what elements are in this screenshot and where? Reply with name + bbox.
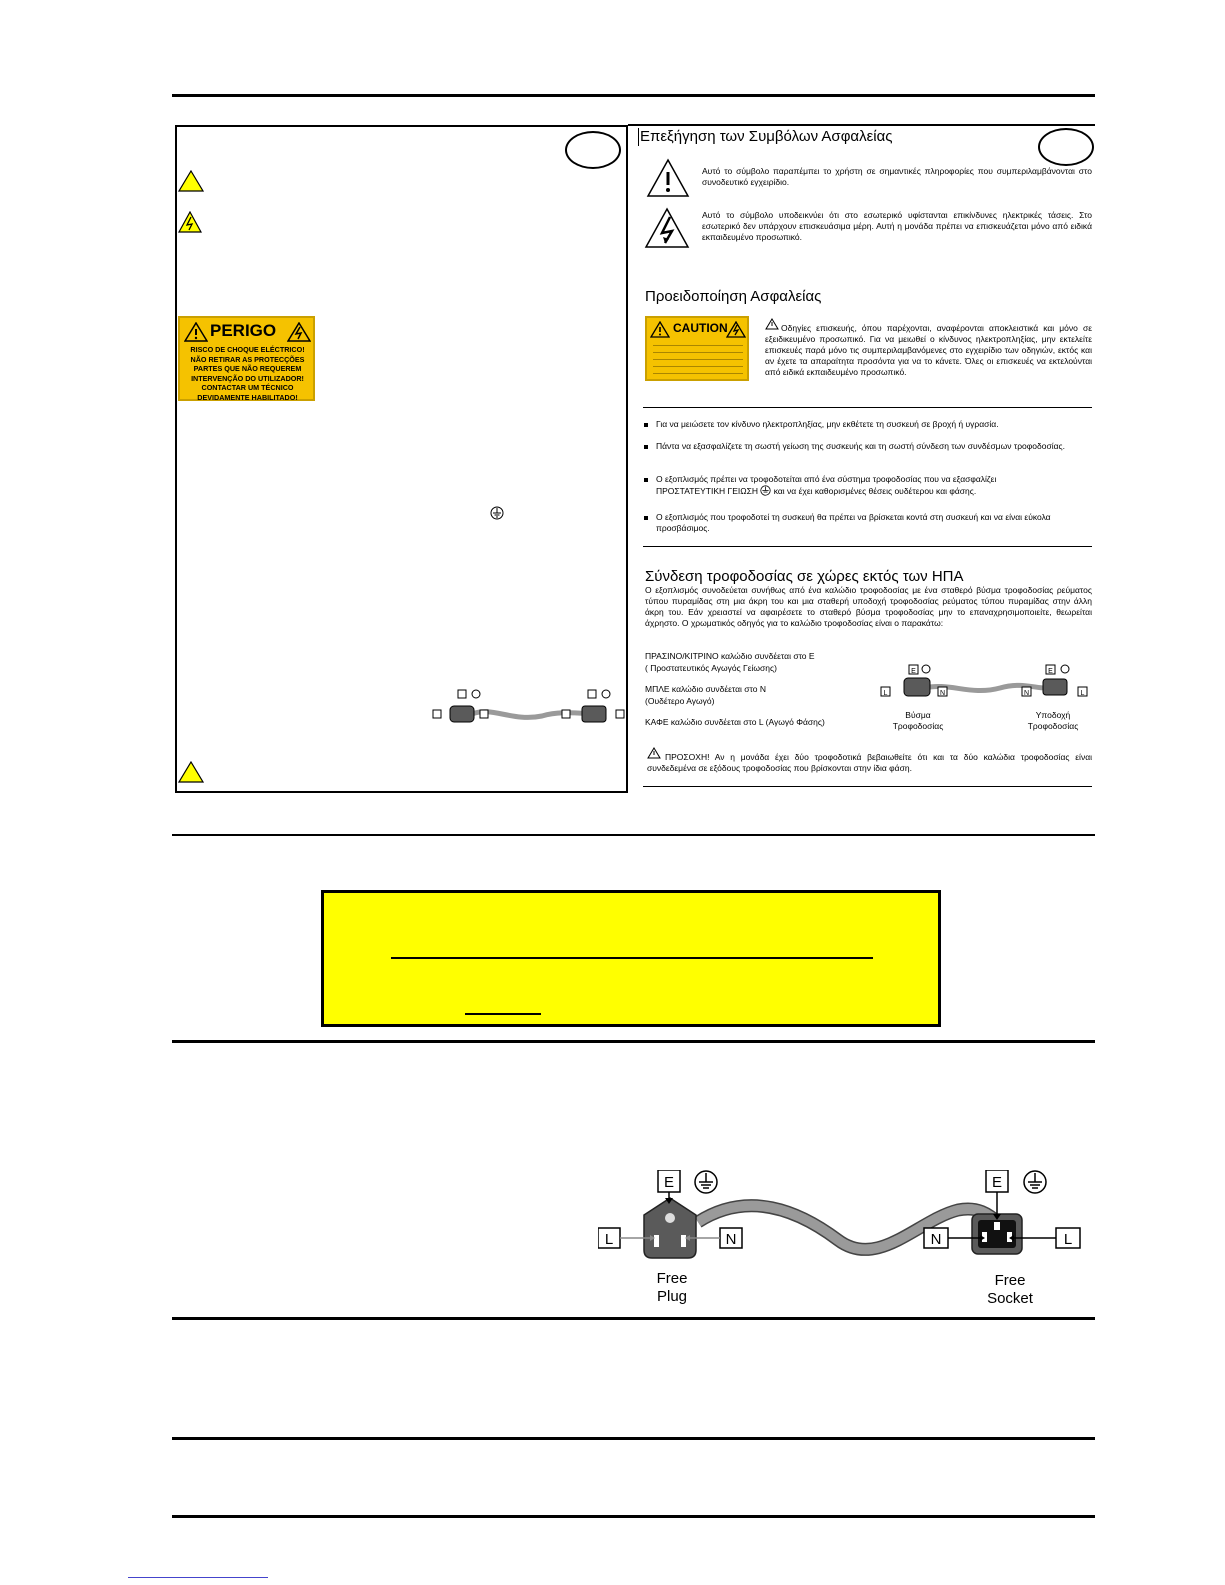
lightning-triangle-icon xyxy=(644,207,690,249)
perigo-sign xyxy=(178,316,315,401)
green-wire-text: ΠΡΑΣΙΝΟ/ΚΙΤΡΙΝΟ καλώδιο συνδέεται στο Ε xyxy=(645,651,815,661)
plug-n-label: N xyxy=(725,1231,737,1248)
rule-bottom xyxy=(172,1515,1095,1518)
footer-link-underline[interactable] xyxy=(128,1577,268,1578)
language-circle-left xyxy=(565,131,621,169)
perigo-title: PERIGO xyxy=(210,321,277,340)
socket-earth-icon xyxy=(1024,1171,1046,1193)
caution-bolt-icon xyxy=(726,321,746,338)
perigo-bolt-icon xyxy=(287,322,311,342)
bullet-grounding: Πάντα να εξασφαλίζετε τη σωστή γείωση της συσκευής και τη σωστή σύνδεση των συνδέσμων τροφοδοσίας. xyxy=(644,441,1104,452)
svg-text:E: E xyxy=(911,668,916,675)
bullet3-earth-label: ΠΡΟΣΤΑΤΕΥΤΙΚΗ ΓΕΙΩΣΗ xyxy=(656,486,758,496)
warning-text: Οδηγίες επισκευής, όπου παρέχονται, αναφέρονται αποκλειστικά και μόνο σε εξειδικευμένο προσωπικό. Για να μειωθεί ο κίνδυνος ηλεκτροπληξίας, μην εκτελείτε επισκευές παρά μόνο τις συμπεριλαμβανόμενες στο εγχειρίδιο των οδηγιών, εκτός και αν έχετε τα απαραίτητα προσόντα για να το κάνετε. Όλες οι επισκευές να εκτελούνται από ειδικά εκπαιδευμένο προσωπικό. xyxy=(765,323,1092,377)
small-power-cable-diagram-left xyxy=(432,686,628,734)
perigo-text: RISCO DE CHOQUE ELÉCTRICO! NÃO RETIRAR AS PROTECÇÕES PARTES QUE NÃO REQUEREM INTERVENÇÃO DO UTILIZADOR! CONTACTAR UM TÉCNICO DEVIDAMENTE HABILITADO! xyxy=(190,345,305,402)
blue-wire-sub: (Ουδέτερο Αγωγό) xyxy=(645,696,715,706)
rule-right-2 xyxy=(643,546,1092,547)
rule-section-4 xyxy=(172,1317,1095,1320)
socket-n-label: N xyxy=(930,1231,942,1248)
plug-l-label: L xyxy=(604,1231,614,1248)
blue-wire-text: ΜΠΛΕ καλώδιο συνδέεται στο Ν xyxy=(645,684,767,694)
caution-excl-icon xyxy=(650,321,670,338)
caution-text: ΠΡΟΣΟΧΗ! Αν η μονάδα έχει δύο τροφοδοτικά βεβαιωθείτε ότι και τα δύο καλώδια τροφοδοσίας είναι συνδεδεμένα σε εξόδους τροφοδοσίας που βρίσκονται στην ίδια φάση. xyxy=(647,752,1092,773)
svg-text:L: L xyxy=(1080,690,1085,697)
power-text: Ο εξοπλισμός συνοδεύεται συνήθως από ένα καλώδιο τροφοδοσίας με ένα σταθερό βύσμα τροφοδοσίας ρεύματος τύπου πυραμίδας στη μια άκρη του και μια σταθερή υποδοχή τροφοδοσίας ρεύματος τύπου πυραμίδας στην άλλη άκρη του. Εάν χρειαστεί να αφαιρέσετε το σταθερό βύσμα τροφοδοσίας μην το επαναχρησιμοποιείτε, θεωρείται άχρηστο. Ο χρωματικός οδηγός για το καλώδιο τροφοδοσίας είναι ο παρακάτω: xyxy=(645,585,1092,628)
small-power-cable-diagram-right xyxy=(880,660,1092,708)
symbols-heading: Επεξήγηση των Συμβόλων Ασφαλείας xyxy=(640,128,893,145)
notice-underline-short xyxy=(465,1013,541,1015)
rule-right-3 xyxy=(643,786,1092,787)
socket-label-greek: Υποδοχή Τροφοδοσίας xyxy=(1027,710,1079,731)
svg-text:N: N xyxy=(1023,690,1030,697)
free-plug-caption: Free Plug xyxy=(656,1270,688,1305)
caution-title: CAUTION xyxy=(673,321,728,335)
perigo-excl-icon xyxy=(184,322,208,342)
exclamation-triangle-icon xyxy=(646,158,690,198)
svg-text:N: N xyxy=(939,690,946,697)
socket-e-label: E xyxy=(991,1174,1003,1191)
caution-fine-print xyxy=(653,342,743,376)
bullet3-line2: και να έχει καθορισμένες θέσεις ουδέτερου και φάσης. xyxy=(773,486,977,496)
bullet-protective-earth xyxy=(644,474,1104,497)
bottom-warning-triangle-icon xyxy=(178,761,204,783)
rule-section-5 xyxy=(172,1437,1095,1440)
svg-text:E: E xyxy=(1048,668,1053,675)
symbol-bolt-text: Αυτό το σύμβολο υποδεικνύει ότι στο εσωτερικό υφίστανται επικίνδυνες ηλεκτρικές τάσεις. Στο εσωτερικό δεν υπάρχουν επισκευάσιμα μέρη. Αυτή η μονάδα πρέπει να επισκευάζεται μόνο από ειδικά εκπαιδευμένο προσωπικό. xyxy=(702,210,1092,242)
warning-heading: Προειδοποίηση Ασφαλείας xyxy=(645,288,822,305)
heading-bar xyxy=(638,128,639,146)
earth-symbol-icon xyxy=(490,506,504,520)
symbol-excl-text: Αυτό το σύμβολο παραπέμπει το χρήστη σε σημαντικές πληροφορίες που συμπεριλαμβάνονται στο συνοδευτικό εγχειρίδιο. xyxy=(702,166,1092,187)
bullet3-line1: Ο εξοπλισμός πρέπει να τροφοδοτείται από ένα σύστημα τροφοδοσίας που να εξασφαλίζει xyxy=(656,474,997,484)
protective-earth-icon xyxy=(760,485,771,496)
notice-underline-long xyxy=(391,957,873,959)
free-socket-caption: Free Socket xyxy=(987,1272,1033,1307)
rule-section-2 xyxy=(172,834,1095,836)
rule-section-3 xyxy=(172,1040,1095,1043)
plug-earth-icon xyxy=(695,1171,717,1193)
rule-right-1 xyxy=(643,407,1092,408)
warning-triangle-icon xyxy=(178,170,204,192)
socket-l-label: L xyxy=(1063,1231,1073,1248)
svg-text:L: L xyxy=(883,690,888,697)
plug-label-greek: Βύσμα Τροφοδοσίας xyxy=(892,710,944,731)
bullet-accessible: Ο εξοπλισμός που τροφοδοτεί τη συσκευή θα πρέπει να βρίσκεται κοντά στη συσκευή και να είναι εύκολα προσβάσιμος. xyxy=(644,512,1104,534)
power-heading: Σύνδεση τροφοδοσίας σε χώρες εκτός των ΗΠΑ xyxy=(645,568,964,585)
bullet-moisture: Για να μειώσετε τον κίνδυνο ηλεκτροπληξίας, μην εκθέτετε τη συσκευή σε βροχή ή υγρασία. xyxy=(644,419,1104,430)
yellow-notice-box xyxy=(321,890,941,1027)
caution-label xyxy=(645,316,749,381)
green-wire-sub: ( Προστατευτικός Αγωγός Γείωσης) xyxy=(645,663,777,673)
rule-section-1 xyxy=(628,124,1095,126)
electric-warning-icon xyxy=(178,211,202,233)
rule-top xyxy=(172,94,1095,97)
brown-wire-text: ΚΑΦΕ καλώδιο συνδέεται στο L (Αγωγό Φάσης) xyxy=(645,717,825,727)
plug-e-label: E xyxy=(663,1174,675,1191)
language-circle-right xyxy=(1038,128,1094,166)
